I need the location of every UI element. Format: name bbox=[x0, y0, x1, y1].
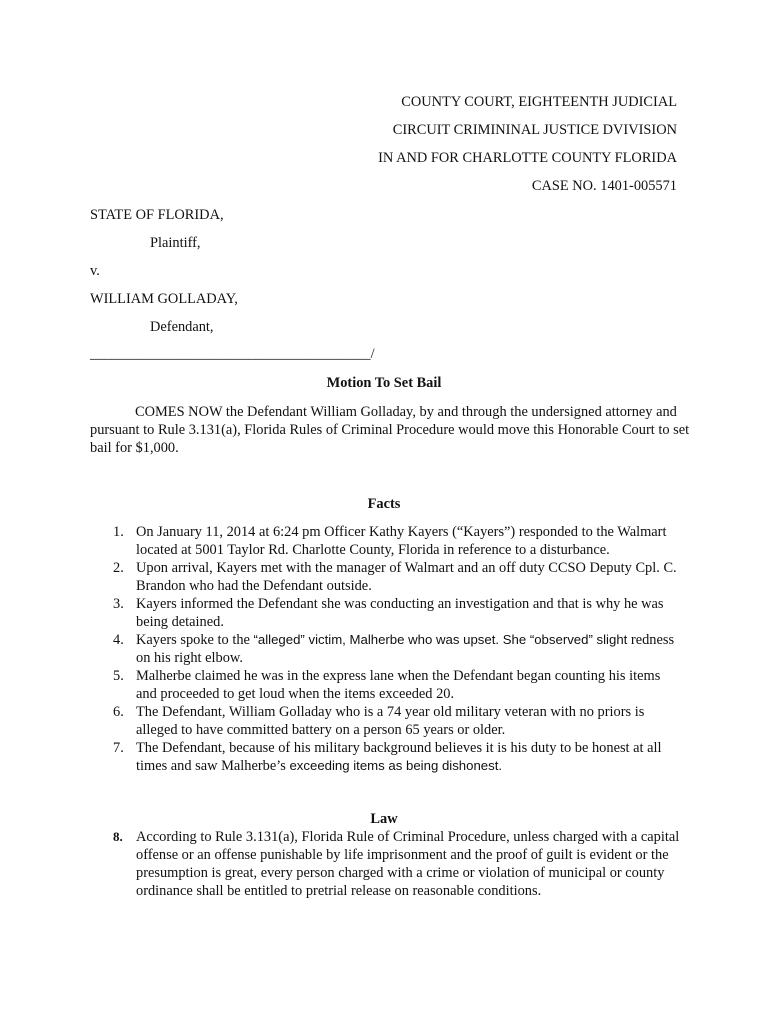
list-item-text: According to Rule 3.131(a), Florida Rule of Criminal Procedure, unless charged with a capital offense or an offense punishable by life imprisonment and the proof of guilt is evident or the presumption is great, every person charged with a crime or violation of municipal or county ordinance shall be entitled to pretrial release on reasonable conditions. bbox=[136, 829, 680, 899]
list-item bbox=[90, 523, 680, 559]
list-item-number: 2. bbox=[113, 560, 124, 576]
plaintiff-role: Plaintiff, bbox=[150, 235, 201, 251]
list-item-number: 8. bbox=[113, 829, 123, 844]
list-item-text: Malherbe claimed he was in the express lane when the Defendant began counting his items and proceeded to get loud when the items exceeded 20. bbox=[136, 668, 661, 702]
law-list bbox=[90, 828, 680, 900]
list-item bbox=[90, 595, 680, 631]
plaintiff-name: STATE OF FLORIDA, bbox=[90, 207, 224, 223]
facts-list bbox=[90, 523, 680, 775]
intro-paragraph: COMES NOW the Defendant William Golladay, by and through the undersigned attorney and pursuant to Rule 3.131(a), Florida Rules of Criminal Procedure would move this Honorable Court to set bail for $1,000. bbox=[90, 404, 690, 456]
court-header-line-3: IN AND FOR CHARLOTTE COUNTY FLORIDA bbox=[378, 150, 677, 166]
list-item-number: 6. bbox=[113, 704, 124, 720]
law-heading: Law bbox=[370, 811, 398, 827]
list-item bbox=[90, 739, 680, 775]
list-item bbox=[90, 828, 680, 900]
list-item-number: 3. bbox=[113, 596, 124, 612]
list-item-text: Kayers spoke to the bbox=[136, 632, 254, 648]
list-item-number: 1. bbox=[113, 524, 124, 540]
list-item-number: 5. bbox=[113, 668, 124, 684]
list-item-text: The Defendant, because of his military background believes it is his duty to be honest at all times and saw Malherbe’s bbox=[136, 740, 662, 774]
list-item-text-sans: exceeding items as being dishonest. bbox=[289, 758, 503, 773]
list-item-text: Kayers informed the Defendant she was conducting an investigation and that is why he was being detained. bbox=[136, 596, 664, 630]
list-item-text: redness on his right elbow. bbox=[136, 632, 675, 666]
list-item bbox=[90, 703, 680, 739]
document-title: Motion To Set Bail bbox=[326, 375, 442, 391]
case-number: CASE NO. 1401-005571 bbox=[531, 178, 677, 194]
facts-heading: Facts bbox=[367, 496, 401, 512]
list-item bbox=[90, 631, 680, 667]
list-item-text: On January 11, 2014 at 6:24 pm Officer Kathy Kayers (“Kayers”) responded to the Walmart located at 5001 Taylor Rd. Charlotte County, Florida in reference to a disturbance. bbox=[136, 524, 667, 558]
list-item bbox=[90, 559, 680, 595]
court-header-line-2: CIRCUIT CRIMININAL JUSTICE DVIVISION bbox=[392, 122, 677, 138]
defendant-role: Defendant, bbox=[150, 319, 214, 335]
list-item-number: 7. bbox=[113, 740, 124, 756]
list-item-number: 4. bbox=[113, 632, 124, 648]
list-item-text: Upon arrival, Kayers met with the manager of Walmart and an off duty CCSO Deputy Cpl. C. Brandon who had the Defendant outside. bbox=[136, 560, 677, 594]
caption-rule-line: _______________________________________/ bbox=[90, 346, 375, 362]
list-item-text-sans: “alleged” victim, Malherbe who was upset. She “observed” slight bbox=[253, 632, 628, 647]
court-header-line-1: COUNTY COURT, EIGHTEENTH JUDICIAL bbox=[401, 94, 677, 110]
list-item bbox=[90, 667, 680, 703]
versus: v. bbox=[90, 263, 100, 279]
list-item-text: The Defendant, William Golladay who is a 74 year old military veteran with no priors is alleged to have committed battery on a person 65 years or older. bbox=[136, 704, 645, 738]
defendant-name: WILLIAM GOLLADAY, bbox=[90, 291, 238, 307]
